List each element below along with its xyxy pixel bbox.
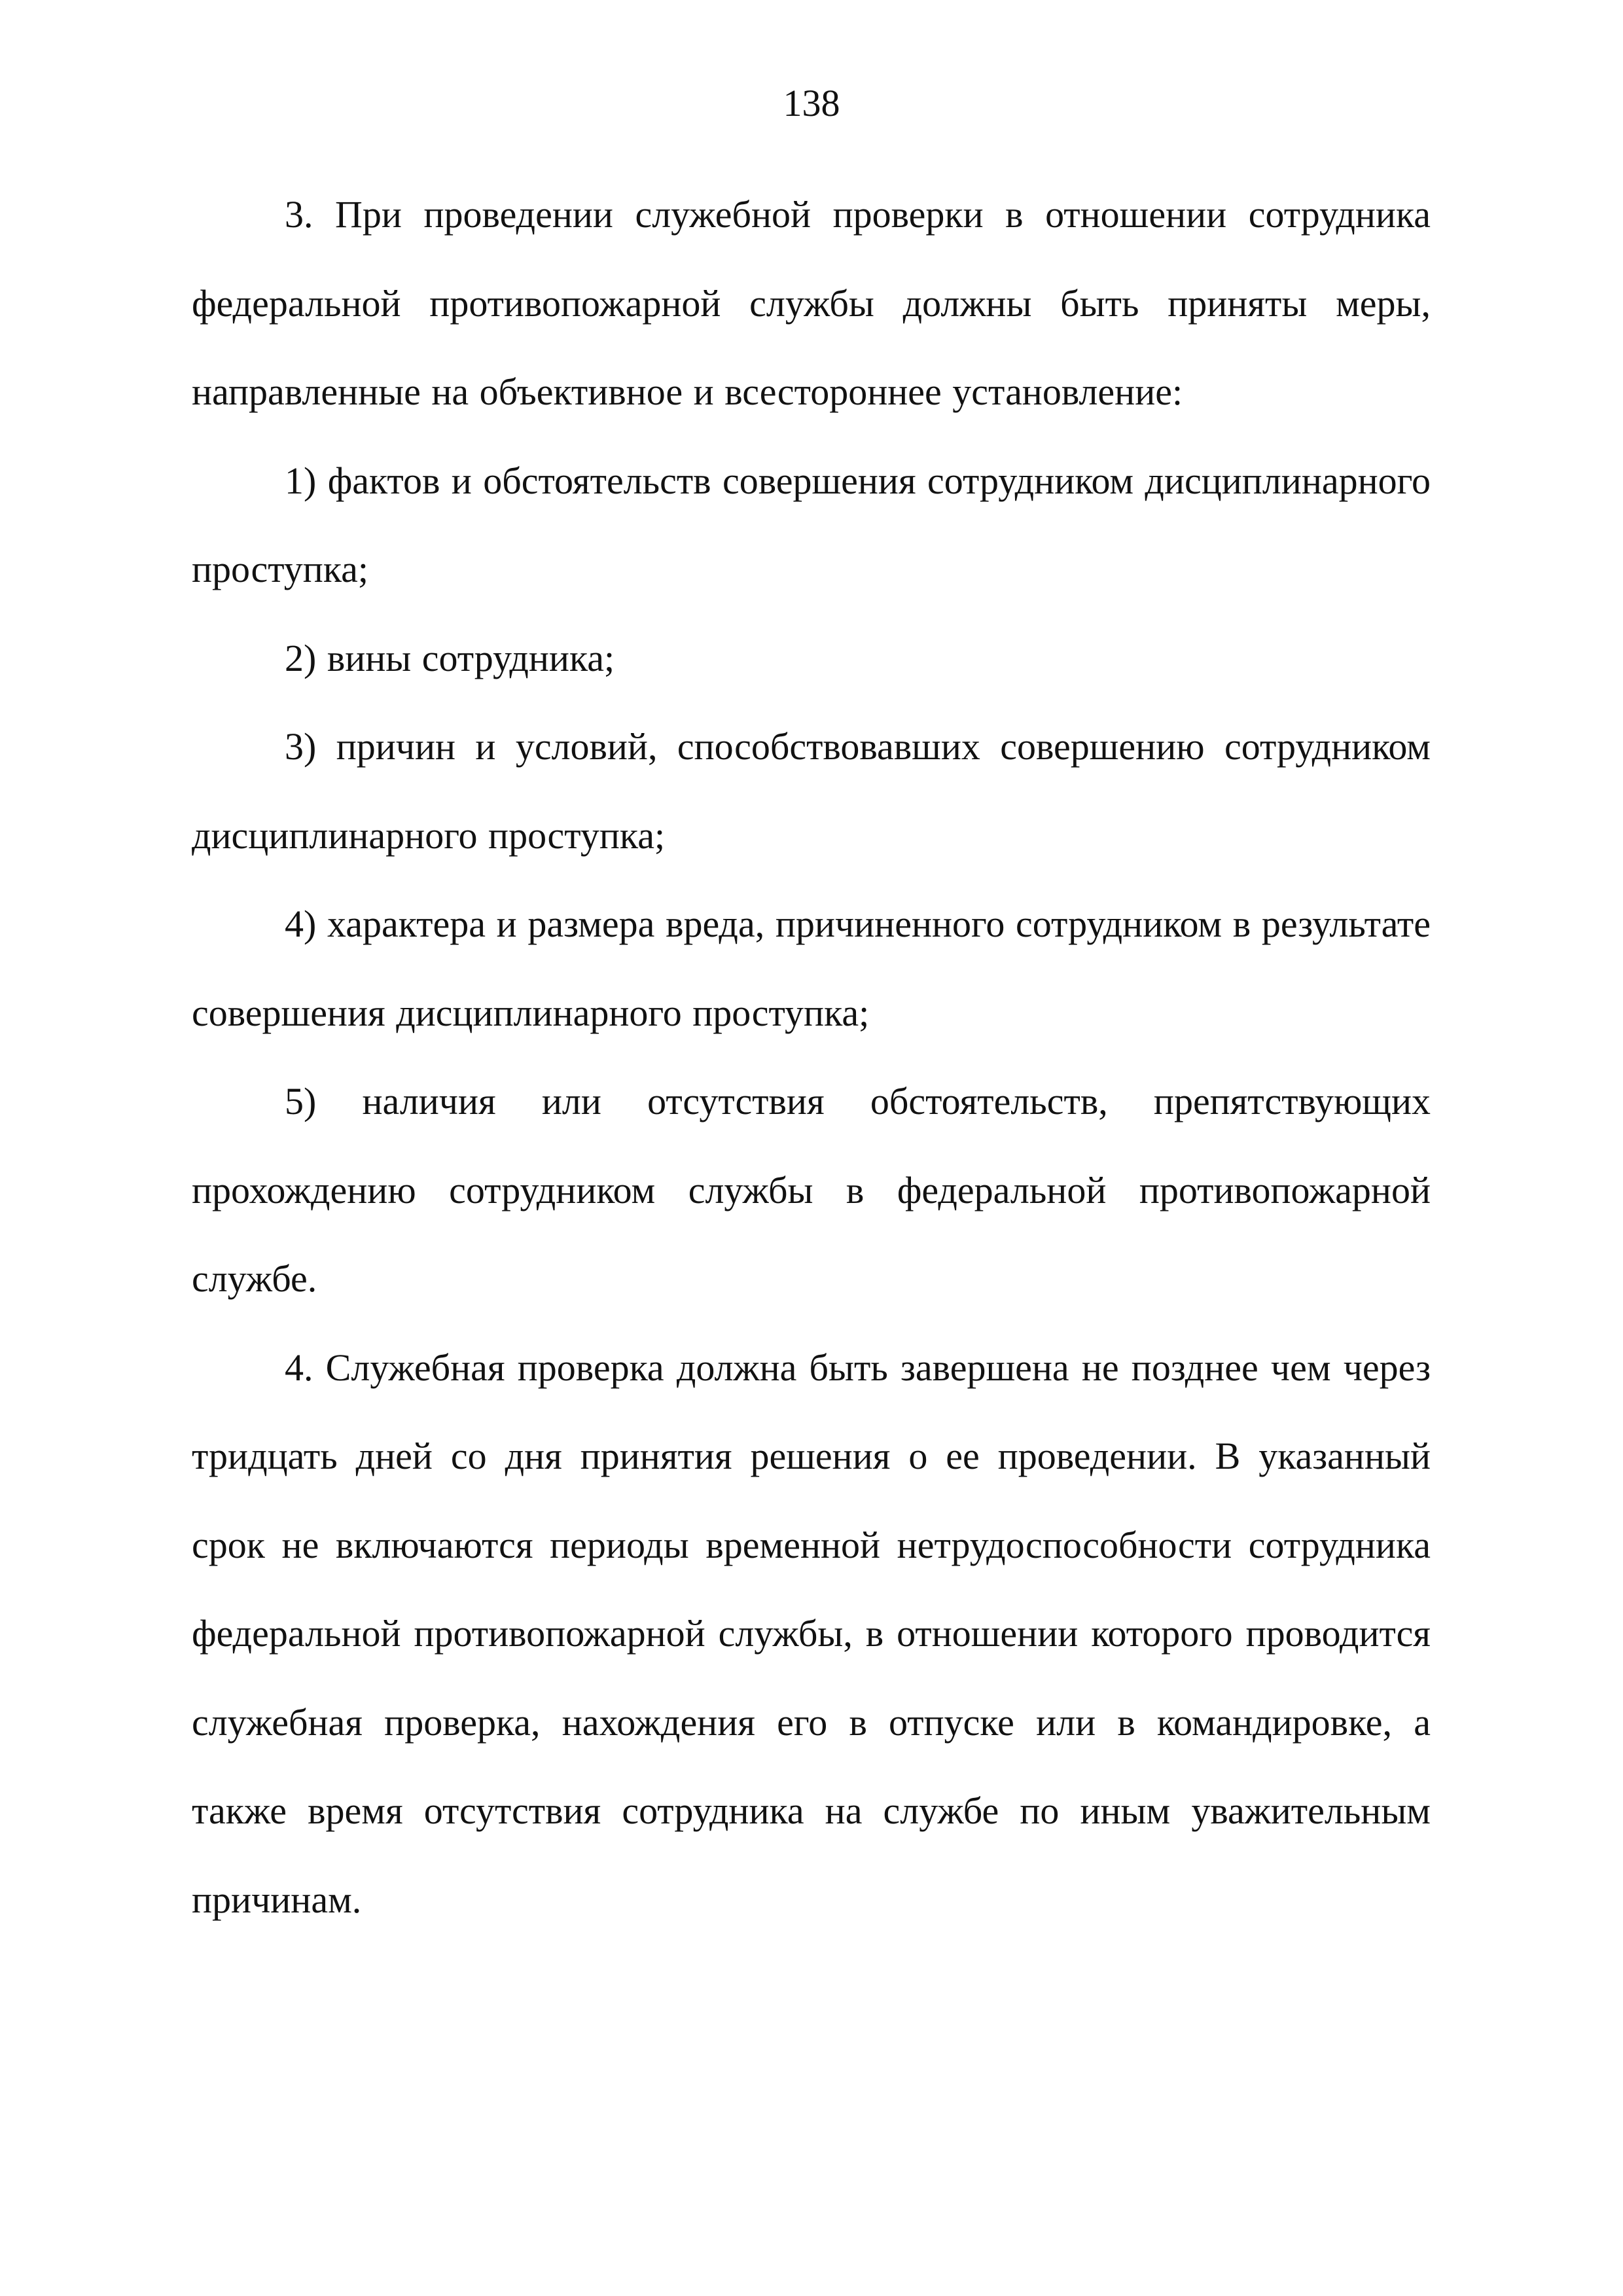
- list-item-4: 4) характера и размера вреда, причиненного сотрудником в результате совершения дисциплинарного проступка;: [192, 903, 1431, 1034]
- list-item-3: 3) причин и условий, способствовавших совершению сотрудником дисциплинарного проступка;: [192, 725, 1431, 857]
- document-body: [192, 170, 1431, 1944]
- list-item-2: 2) вины сотрудника;: [285, 636, 615, 679]
- page-number: 138: [783, 82, 840, 124]
- list-item-1: 1) фактов и обстоятельств совершения сотрудником дисциплинарного проступка;: [192, 459, 1431, 590]
- list-item-5: 5) наличия или отсутствия обстоятельств, препятствующих прохождению сотрудником службы в федеральной противопожарной службе.: [192, 1080, 1431, 1300]
- paragraph-3-intro: 3. При проведении служебной проверки в отношении сотрудника федеральной противопожарной службы должны быть приняты меры, направленные на объективное и всестороннее установление:: [192, 193, 1431, 413]
- paragraph-4: 4. Служебная проверка должна быть завершена не позднее чем через тридцать дней со дня принятия решения о ее проведении. В указанный срок не включаются периоды временной нетрудоспособности сотрудника федеральной противопожарной службы, в отношении которого проводится служебная проверка, нахождения его в отпуске или в командировке, а также время отсутствия сотрудника на службе по иным уважительным причинам.: [192, 1346, 1431, 1921]
